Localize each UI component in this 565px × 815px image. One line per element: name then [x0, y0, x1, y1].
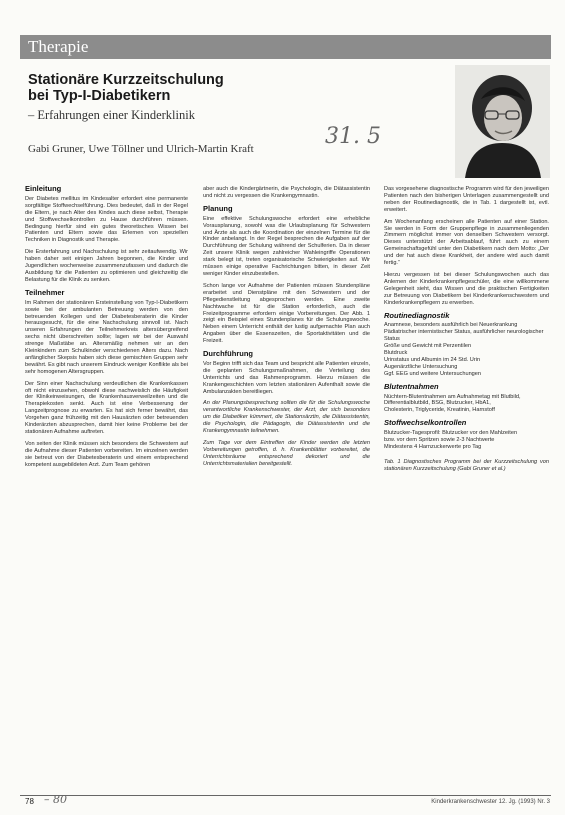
section-banner — [20, 35, 551, 59]
title-line-2: bei Typ-I-Diabetikern — [28, 88, 171, 104]
paragraph: Von seiten der Klinik müssen sich besonders die Schwestern auf die Aufnahme dieser Patienten vorbereiten. Im einzelnen werden sie betreut von der Diabetesberaterin und einem entsprechend kompetent ausgebildeten Arzt. Zum Team gehören — [25, 440, 188, 468]
author-photo — [455, 65, 550, 178]
table-list-item: Differentialblutbild, BSG, Blutzucker, HbA1, — [384, 400, 491, 407]
table-list-item: Cholesterin, Triglyceride, Kreatinin, Harnstoff — [384, 407, 495, 414]
table-list — [384, 322, 549, 377]
article-subtitle: – Erfahrungen einer Kinderklinik — [28, 108, 195, 122]
paragraph: Der Sinn einer Nachschulung verdeutlichen die Krankenkassen oft nicht einzusehen, obwohl diese nachweislich die Häufigkeit der Klinikeinweisungen, die Krankenhausverweilzeiten und die Therapiekosten senkt. Auch ist eine Verbesserung der Langzeitprognose zu erwarten. Es hat sich ferner bewährt, das Vorgehen ganz frühzeitig mit den Hausärzten oder betreuenden Kinderärzten abzusprechen, damit hier keine Probleme bei der stationären Aufnahme auftreten. — [25, 380, 188, 435]
text-column-2 — [203, 186, 370, 473]
handwritten-page-mark: – 80 — [44, 793, 67, 806]
paragraph: Im Rahmen der stationären Ersteinstellung von Typ-I-Diabetikern sowie bei der ambulanten Betreuung werden von den betreuenden Kollegen und der Diabetesberaterin die Kinder herausgesucht, für die eine Nachschulung sinnvoll ist. Nach unseren Erfahrungen der Teilnehmerkreis altersübergreifend sechs nicht überschreiten sollte; lagen wir bei der Auswahl strenge Maßstäbe an. Altersmäßig nehmen wir an den Kleinkindern zum Schulkinder verschiedenen Alters dazu. Nach anfänglicher Skepsis haben sich diese gemischten Gruppen sehr bewährt. Es gibt nach unserem Eindruck weniger Konflikte als bei sehr homogenen Altersgruppen. — [25, 299, 188, 375]
page-number: 78 — [25, 797, 34, 806]
table-list-item: Ggf. EEG und weitere Untersuchungen — [384, 370, 482, 377]
table-list-item: Blutzucker-Tagesprofil: Blutzucker vor den Mahlzeiten — [384, 430, 518, 437]
text-column-1 — [25, 186, 188, 474]
paragraph: Die Ersterfahrung und Nachschulung ist sehr zeitaufwendig. Wir haben daher seit einigen Jahren begonnen, die Kinder und Jugendlichen wochenweise zusammenzufassen und dadurch die Ausbildung für die Patienten zu optimieren und gleichzeitig die Belastung für die Klinik zu senken. — [25, 249, 188, 283]
section-heading: Teilnehmer — [25, 287, 65, 297]
table-list-item: Urinstatus und Albumin im 24 Std. Urin — [384, 356, 481, 363]
journal-reference: Kinderkrankenschwester 12. Jg. (1993) Nr. 3 — [431, 799, 550, 805]
table-heading: Stoffwechselkontrollen — [384, 418, 467, 428]
author-list: Gabi Gruner, Uwe Töllner und Ulrich-Martin Kraft — [28, 143, 254, 155]
table-list-item: Blutdruck — [384, 350, 408, 357]
paragraph: aber auch die Kindergärtnerin, die Psychologin, die Diätassistentin und nicht zu vergessen die Krankengymnastin. — [203, 186, 370, 199]
table-list-item: Größe und Gewicht mit Perzentilen — [384, 343, 472, 350]
section-heading: Einleitung — [25, 184, 62, 193]
table-list-item: bzw. vor dem Spritzen sowie 2-3 Nachtwerte — [384, 437, 495, 444]
table-list-item: Nüchtern-Blutentnahmen am Aufnahmetag mit Blutbild, — [384, 393, 521, 400]
handwritten-note: 31. 5 — [325, 124, 381, 149]
footer-rule — [20, 795, 551, 796]
paragraph: Hierzu vergessen ist bei dieser Schulungswochen auch das Anlernen der Kinderkrankenpflegeschüler, die eine willkommene Gelegenheit sieht, das Wissen und die praktischen Fertigkeiten zur Betreuung von Diabetikern bei Kinderkrankenschwestern und Kinderkrankenpflegern zu erwerben. — [384, 271, 549, 306]
table-list — [384, 430, 549, 451]
section-heading: Durchführung — [203, 349, 253, 359]
table-list — [384, 394, 549, 415]
table-list-item: Mindestens 4 Harnzuckerwerte pro Tag — [384, 444, 482, 450]
table-caption: Tab. 1 Diagnostisches Programm bei der Kurzzeitschulung von stationären Kurzzeitschulung (Gabi Gruner et al.) — [384, 458, 549, 472]
text-column-3 — [384, 186, 549, 478]
section-heading: Planung — [203, 203, 233, 213]
article-title — [28, 72, 388, 104]
paragraph: Am Wochenanfang erscheinen alle Patienten auf einer Station. Sie werden in Form der Gruppenpflege in zusammenliegenden Zimmern möglichst immer von denselben Schwestern versorgt. Dieses unterstützt der Arbeitsablauf, führt auch zu einem Gemeinschaftsgefühl unter den Diabetikern nach dem Motto: „Der und der hat auch diese Krankheit, der andere wird auch damit fertig.“ — [384, 218, 549, 267]
table-list-item: Augenärztliche Untersuchung — [384, 363, 458, 370]
title-line-1: Stationäre Kurzzeitschulung — [28, 72, 224, 88]
section-label: Therapie — [28, 37, 89, 56]
table-list-item: Anamnese, besonders ausführlich bei Neuerkrankung — [384, 322, 518, 329]
table-heading: Blutentnahmen — [384, 381, 439, 391]
paragraph: Eine effektive Schulungswoche erfordert eine erhebliche Vorausplanung, sowohl was die Urlaubsplanung für Schwestern und Ärzte als auch die Koordination der einzelnen Termine für die Kinder anbelangt. In der Regel besprechen die Aufgaben auf der Durchführung der Schulung während der Schulferien. Da in dieser Zeit unsere Klinik wegen zahlreicher Wahleingriffe Operationen stark belegt ist, treten organisatorische Schwierigkeiten auf. Wir müssen einige operative Fachrichtungen bitten, in dieser Zeit weniger Kinder einzubestellen. — [203, 215, 370, 277]
italic-paragraph: An der Planungsbesprechung sollten die für die Schulungswoche verantwortliche Krankenschwester, der Arzt, der sich besonders um die Diabetiker kümmert, die Stationsärztin, die Diätassistentin, die Psychologin, die Pädagogin, die Diätassistentin und die Krankengymnastin teilnehmen. — [203, 400, 370, 435]
paragraph: Schon lange vor Aufnahme der Patienten müssen Stundenpläne erarbeitet und Dienstpläne mit den Schwestern und der Pflegedienstleitung abgesprochen werden. Eine zweite Nachtwache ist für die Station erforderlich, auch die Freizeitprogramme erfordern einige Vorbereitungen. Der Abb. 1 zeigt ein Beispiel eines Stundenplanes für die Schulungswoche. Neben einem Unterricht enthält der lustig aufgemachte Plan auch Angaben über die Essenszeiten, die Sportaktivitäten und die Freizeit. — [203, 282, 370, 345]
table-list-item: Pädiatrischer internistischer Status, ausführlicher neurologischer Status — [384, 329, 544, 343]
paragraph: Der Diabetes mellitus im Kindesalter erfordert eine permanente sorgfältige Stoffwechselführung. Dies bedeutet, daß in der Regel die Eltern, je nach Alter des Kindes auch diese selbst, Therapie und Stoffwechselkontrollen zu Hause durchführen müssen. Bedingung hierfür sind ein gutes theoretisches Wissen bei Patienten und Eltern sowie das Erlernen von speziellen Techniken in Diagnostik und Therapie. — [25, 195, 188, 244]
paragraph: Vor Beginn trifft sich das Team und bespricht alle Patienten einzeln, die geplanten Schulungsmaßnahmen, die Verteilung des Unterrichts und das Rahmenprogramm. Hierzu müssen die Krankengeschichten vom letzten stationären Aufenthalt sowie die Ambulanzakten bereitliegen. — [203, 360, 370, 395]
table-heading: Routinediagnostik — [384, 310, 450, 320]
paragraph: Das vorgesehene diagnostische Programm wird für den jeweiligen Patienten nach den bisherigen Unterlagen zusammengestellt und neben der Routinediagnostik, die in Tab. 1 dargestellt ist, evtl. erweitert. — [384, 186, 549, 213]
italic-paragraph: Zum Tage vor dem Eintreffen der Kinder werden die letzten Vorbereitungen getroffen, d. h. Krankenblätter vorbereitet, die Unterrichtsräume entsprechend dekoriert und die Unterrichtsmaterialien bereitgestellt. — [203, 440, 370, 467]
